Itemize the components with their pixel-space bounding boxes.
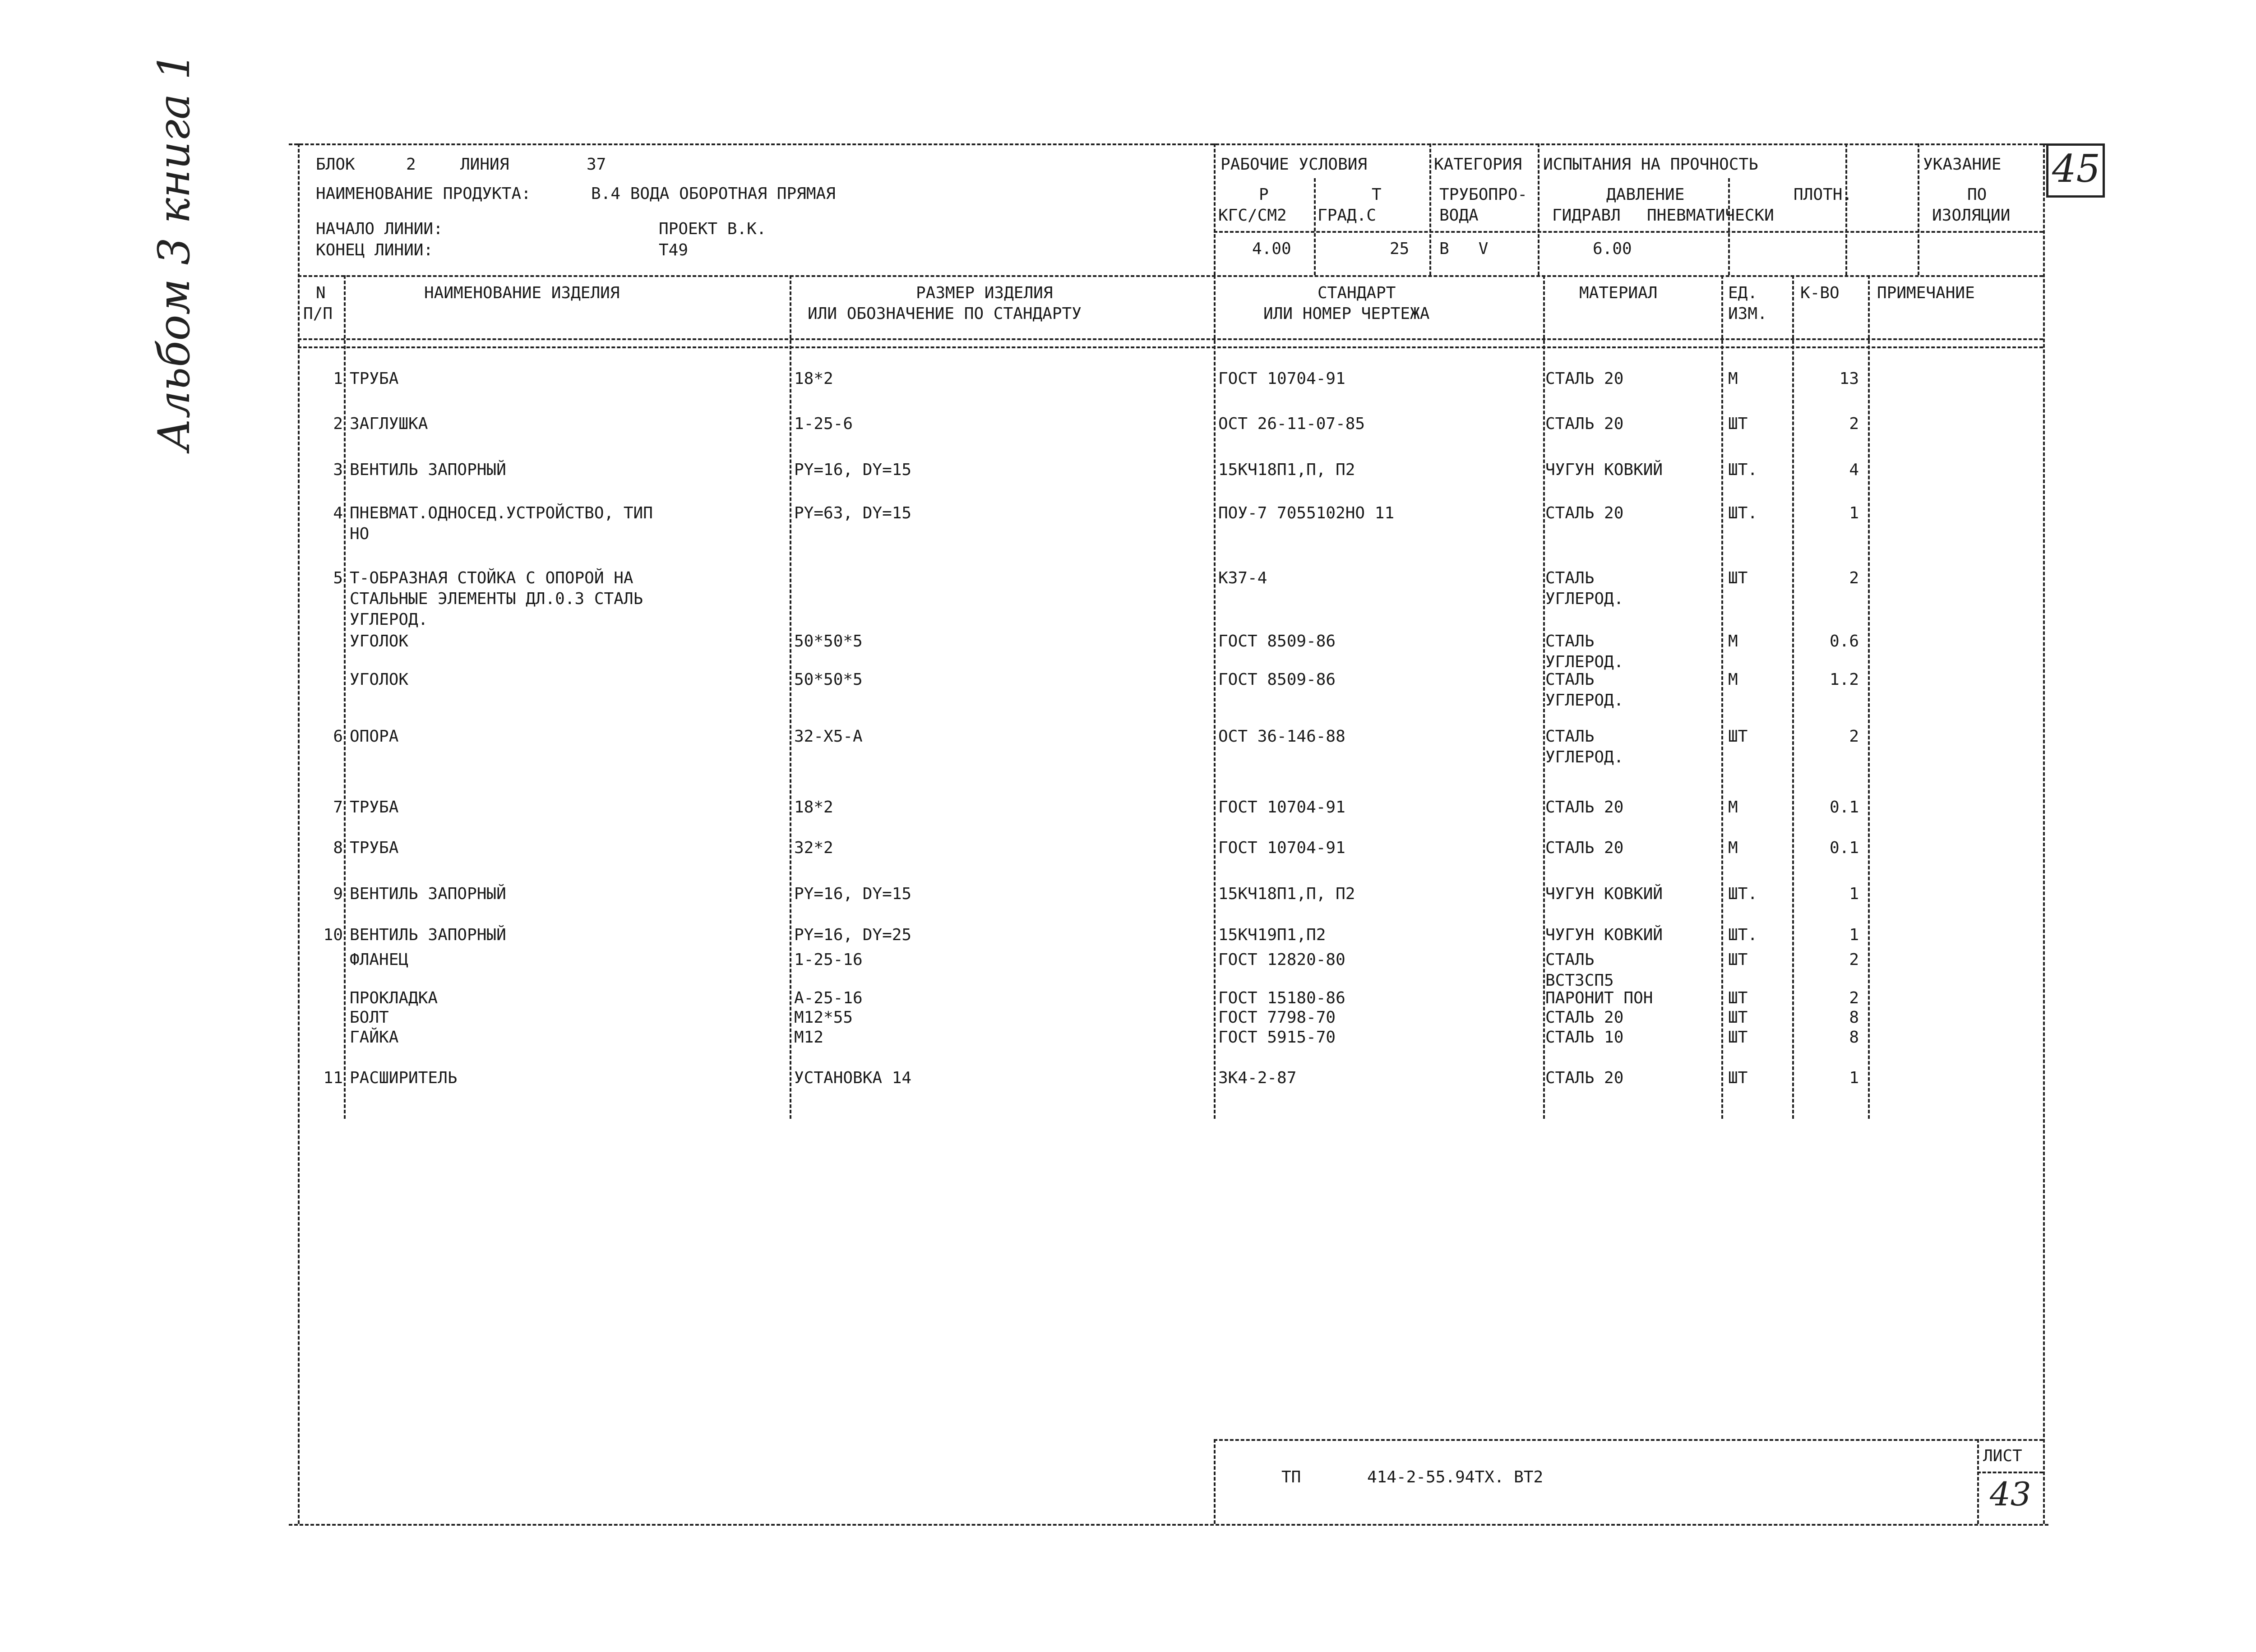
row-number: 2	[333, 415, 343, 433]
row-standard: ГОСТ 10704-91	[1218, 369, 1345, 388]
row-material: СТАЛЬ	[1545, 951, 1595, 969]
category-sub1: ТРУБОПРО-	[1439, 185, 1528, 204]
row-name: ВЕНТИЛЬ ЗАПОРНЫЙ	[350, 926, 506, 944]
t-value: 25	[1390, 240, 1410, 258]
row-material: СТАЛЬ 20	[1545, 839, 1624, 857]
row-size: А-25-16	[794, 989, 863, 1007]
product-value: В.4 ВОДА ОБОРОТНАЯ ПРЯМАЯ	[591, 185, 836, 203]
row-unit: М	[1728, 632, 1738, 651]
end-value: Т49	[659, 241, 689, 259]
stamp-sheet-sep	[1977, 1439, 1979, 1524]
col-size: РАЗМЕР ИЗДЕЛИЯ	[916, 284, 1053, 302]
row-name: ПРОКЛАДКА	[350, 989, 438, 1007]
row-material: СТАЛЬ 20	[1545, 1069, 1624, 1087]
row-standard: ГОСТ 12820-80	[1218, 951, 1345, 969]
row-standard: ПОУ-7 7055102НО 11	[1218, 504, 1395, 522]
row-size: 18*2	[794, 798, 833, 817]
cond-col-2	[1314, 178, 1316, 275]
col-name: НАИМЕНОВАНИЕ ИЗДЕЛИЯ	[424, 284, 620, 302]
row-size: PY=16, DY=25	[794, 926, 912, 944]
test-pneumatic: ПНЕВМАТИЧЕСКИ	[1647, 206, 1774, 225]
frame-left	[298, 143, 300, 1524]
row-name-line2: СТАЛЬНЫЕ ЭЛЕМЕНТЫ ДЛ.0.3 СТАЛЬ	[350, 590, 643, 608]
row-standard: 15КЧ18П1,П, П2	[1218, 885, 1355, 903]
row-unit: М	[1728, 798, 1738, 817]
row-material: СТАЛЬ 10	[1545, 1028, 1624, 1047]
row-unit: ШТ	[1728, 989, 1748, 1007]
insulation-sub1: ПО	[1967, 185, 1987, 204]
row-name: ГАЙКА	[350, 1028, 399, 1047]
col-sep-material	[1721, 275, 1723, 1119]
col-sep-standard	[1543, 275, 1545, 1119]
row-unit: ШТ	[1728, 569, 1748, 587]
liniya-value: 37	[587, 155, 606, 174]
row-unit: М	[1728, 670, 1738, 689]
row-qty: 2	[1849, 951, 1859, 969]
col-n-sub: П/П	[303, 305, 333, 323]
row-material: ПАРОНИТ ПОН	[1545, 989, 1653, 1007]
insulation-sub2: ИЗОЛЯЦИИ	[1932, 206, 2011, 225]
row-number: 4	[333, 504, 343, 522]
row-qty: 2	[1849, 569, 1859, 587]
row-size: 18*2	[794, 369, 833, 388]
col-unit: ЕД.	[1728, 284, 1758, 302]
blok-label: БЛОК	[316, 155, 355, 174]
row-number: 1	[333, 369, 343, 388]
margin-note: Альбом 3 книга 1	[149, 52, 199, 451]
working-conditions-title: РАБОЧИЕ УСЛОВИЯ	[1220, 155, 1368, 174]
row-name: Т-ОБРАЗНАЯ СТОЙКА С ОПОРОЙ НА	[350, 569, 633, 587]
row-qty: 2	[1849, 415, 1859, 433]
header-sep-3	[298, 346, 2043, 348]
row-qty: 8	[1849, 1008, 1859, 1027]
row-qty: 1	[1849, 926, 1859, 944]
sheet-label: ЛИСТ	[1983, 1447, 2022, 1465]
row-qty: 0.1	[1829, 839, 1859, 857]
row-unit: ШТ.	[1728, 461, 1758, 479]
row-material: СТАЛЬ 20	[1545, 798, 1624, 817]
row-name-line3: УГЛЕРОД.	[350, 610, 428, 629]
row-material: СТАЛЬ	[1545, 569, 1595, 587]
category-sub2: ВОДА	[1439, 206, 1479, 225]
row-unit: ШТ	[1728, 1008, 1748, 1027]
row-unit: ШТ.	[1728, 885, 1758, 903]
col-sep-n	[344, 275, 346, 1119]
row-number: 7	[333, 798, 343, 817]
cond-col-7	[1918, 143, 1919, 275]
row-material-line2: УГЛЕРОД.	[1545, 748, 1624, 766]
row-size: PY=16, DY=15	[794, 461, 912, 479]
row-standard: ГОСТ 15180-86	[1218, 989, 1345, 1007]
row-size: PY=63, DY=15	[794, 504, 912, 522]
row-qty: 0.6	[1829, 632, 1859, 651]
row-standard: ГОСТ 8509-86	[1218, 670, 1336, 689]
cond-col-6	[1845, 143, 1847, 275]
row-unit: М	[1728, 839, 1738, 857]
row-standard: ГОСТ 5915-70	[1218, 1028, 1336, 1047]
row-standard: К37-4	[1218, 569, 1267, 587]
row-size: 50*50*5	[794, 632, 863, 651]
row-name: ТРУБА	[350, 839, 399, 857]
row-unit: ШТ	[1728, 727, 1748, 746]
sheet-value: 43	[1990, 1475, 2031, 1513]
row-name: ФЛАНЕЦ	[350, 951, 409, 969]
col-unit-sub: ИЗМ.	[1728, 305, 1767, 323]
col-standard: СТАНДАРТ	[1318, 284, 1396, 302]
col-qty: К-ВО	[1800, 284, 1840, 302]
row-unit: ШТ	[1728, 415, 1748, 433]
row-number: 8	[333, 839, 343, 857]
test-density: ПЛОТН.	[1794, 185, 1853, 204]
row-standard: ГОСТ 8509-86	[1218, 632, 1336, 651]
frame-right	[2043, 143, 2045, 1524]
test-hydraulic: ГИДРАВЛ	[1552, 206, 1621, 225]
row-name: ПНЕВМАТ.ОДНОСЕД.УСТРОЙСТВО, ТИП	[350, 504, 653, 522]
col-standard-sub: ИЛИ НОМЕР ЧЕРТЕЖА	[1263, 305, 1430, 323]
row-number: 11	[323, 1069, 343, 1087]
row-standard: ГОСТ 10704-91	[1218, 839, 1345, 857]
col-sep-name	[790, 275, 791, 1119]
header-sep-2	[298, 338, 2043, 340]
row-name: УГОЛОК	[350, 670, 409, 689]
row-qty: 13	[1839, 369, 1859, 388]
row-material: СТАЛЬ 20	[1545, 369, 1624, 388]
col-size-sub: ИЛИ ОБОЗНАЧЕНИЕ ПО СТАНДАРТУ	[808, 305, 1082, 323]
row-name-line2: НО	[350, 525, 370, 543]
cond-col-5	[1728, 178, 1730, 275]
row-name: ВЕНТИЛЬ ЗАПОРНЫЙ	[350, 461, 506, 479]
row-qty: 1	[1849, 885, 1859, 903]
col-sep-unit	[1792, 275, 1794, 1119]
col-sep-qty	[1868, 275, 1870, 1119]
row-unit: ШТ	[1728, 951, 1748, 969]
row-number: 9	[333, 885, 343, 903]
row-name: ОПОРА	[350, 727, 399, 746]
row-qty: 0.1	[1829, 798, 1859, 817]
cond-col-1	[1214, 143, 1216, 275]
row-material: СТАЛЬ	[1545, 632, 1595, 651]
row-name: УГОЛОК	[350, 632, 409, 651]
row-size: М12*55	[794, 1008, 853, 1027]
row-name: РАСШИРИТЕЛЬ	[350, 1069, 458, 1087]
row-number: 10	[323, 926, 343, 944]
stamp-sheet-mid	[1977, 1472, 2043, 1473]
test-title: ИСПЫТАНИЯ НА ПРОЧНОСТЬ	[1543, 155, 1758, 174]
test-pressure: ДАВЛЕНИЕ	[1606, 185, 1685, 204]
row-name: ТРУБА	[350, 369, 399, 388]
row-qty: 2	[1849, 989, 1859, 1007]
row-qty: 1.2	[1829, 670, 1859, 689]
row-material: ЧУГУН КОВКИЙ	[1545, 461, 1663, 479]
header-sep-1	[298, 275, 2043, 277]
row-number: 6	[333, 727, 343, 746]
row-size: 1-25-6	[794, 415, 853, 433]
col-material: МАТЕРИАЛ	[1579, 284, 1658, 302]
p-label: Р	[1259, 185, 1269, 204]
row-standard: 3К4-2-87	[1218, 1069, 1297, 1087]
row-unit: М	[1728, 369, 1738, 388]
row-unit: ШТ	[1728, 1069, 1748, 1087]
row-material: СТАЛЬ	[1545, 727, 1595, 746]
row-standard: ОСТ 26-11-07-85	[1218, 415, 1365, 433]
row-material: СТАЛЬ	[1545, 670, 1595, 689]
row-size: 1-25-16	[794, 951, 863, 969]
row-number: 3	[333, 461, 343, 479]
product-label: НАИМЕНОВАНИЕ ПРОДУКТА:	[316, 185, 531, 203]
stamp-code: 414-2-55.94ТХ. ВТ2	[1367, 1468, 1544, 1486]
row-material-line2: УГЛЕРОД.	[1545, 590, 1624, 608]
row-size: 50*50*5	[794, 670, 863, 689]
row-unit: ШТ.	[1728, 504, 1758, 522]
cond-col-4	[1538, 143, 1539, 275]
liniya-label: ЛИНИЯ	[460, 155, 509, 174]
row-name: ТРУБА	[350, 798, 399, 817]
row-qty: 1	[1849, 1069, 1859, 1087]
row-qty: 1	[1849, 504, 1859, 522]
category-value: В V	[1439, 240, 1489, 258]
col-n: N	[316, 284, 326, 302]
page-tag: 45	[2052, 147, 2100, 191]
row-size: УСТАНОВКА 14	[794, 1069, 912, 1087]
frame-top	[289, 143, 2048, 145]
row-standard: 15КЧ19П1,П2	[1218, 926, 1326, 944]
row-qty: 8	[1849, 1028, 1859, 1047]
row-material: СТАЛЬ 20	[1545, 1008, 1624, 1027]
t-label: Т	[1372, 185, 1382, 204]
p-value: 4.00	[1252, 240, 1291, 258]
row-number: 5	[333, 569, 343, 587]
row-unit: ШТ.	[1728, 926, 1758, 944]
row-qty: 4	[1849, 461, 1859, 479]
blok-value: 2	[406, 155, 416, 174]
row-standard: 15КЧ18П1,П, П2	[1218, 461, 1355, 479]
row-standard: ОСТ 36-146-88	[1218, 727, 1345, 746]
insulation-title: УКАЗАНИЕ	[1923, 155, 2002, 174]
category-title: КАТЕГОРИЯ	[1434, 155, 1522, 174]
start-label: НАЧАЛО ЛИНИИ:	[316, 220, 443, 238]
row-unit: ШТ	[1728, 1028, 1748, 1047]
stamp-left	[1214, 1439, 1216, 1524]
row-name: БОЛТ	[350, 1008, 389, 1027]
row-name: ЗАГЛУШКА	[350, 415, 428, 433]
row-qty: 2	[1849, 727, 1859, 746]
frame-bottom	[289, 1524, 2048, 1526]
test-hydraulic-value: 6.00	[1593, 240, 1632, 258]
row-material-line2: УГЛЕРОД.	[1545, 653, 1624, 671]
p-unit: КГС/СМ2	[1218, 206, 1287, 225]
row-name: ВЕНТИЛЬ ЗАПОРНЫЙ	[350, 885, 506, 903]
col-note: ПРИМЕЧАНИЕ	[1877, 284, 1975, 302]
row-material: СТАЛЬ 20	[1545, 504, 1624, 522]
row-material: ЧУГУН КОВКИЙ	[1545, 885, 1663, 903]
row-standard: ГОСТ 7798-70	[1218, 1008, 1336, 1027]
cond-col-3	[1429, 143, 1431, 275]
stamp-top	[1214, 1439, 2043, 1441]
row-material-line2: УГЛЕРОД.	[1545, 691, 1624, 710]
row-standard: ГОСТ 10704-91	[1218, 798, 1345, 817]
row-material-line2: ВСТ3СП5	[1545, 971, 1614, 990]
col-sep-size	[1214, 275, 1216, 1119]
stamp-prefix: ТП	[1281, 1468, 1301, 1486]
row-size: М12	[794, 1028, 824, 1047]
row-size: PY=16, DY=15	[794, 885, 912, 903]
row-size: 32-Х5-А	[794, 727, 863, 746]
t-unit: ГРАД.С	[1318, 206, 1377, 225]
row-size: 32*2	[794, 839, 833, 857]
row-material: ЧУГУН КОВКИЙ	[1545, 926, 1663, 944]
end-label: КОНЕЦ ЛИНИИ:	[316, 241, 434, 259]
start-value: ПРОЕКТ В.К.	[659, 220, 767, 238]
row-material: СТАЛЬ 20	[1545, 415, 1624, 433]
